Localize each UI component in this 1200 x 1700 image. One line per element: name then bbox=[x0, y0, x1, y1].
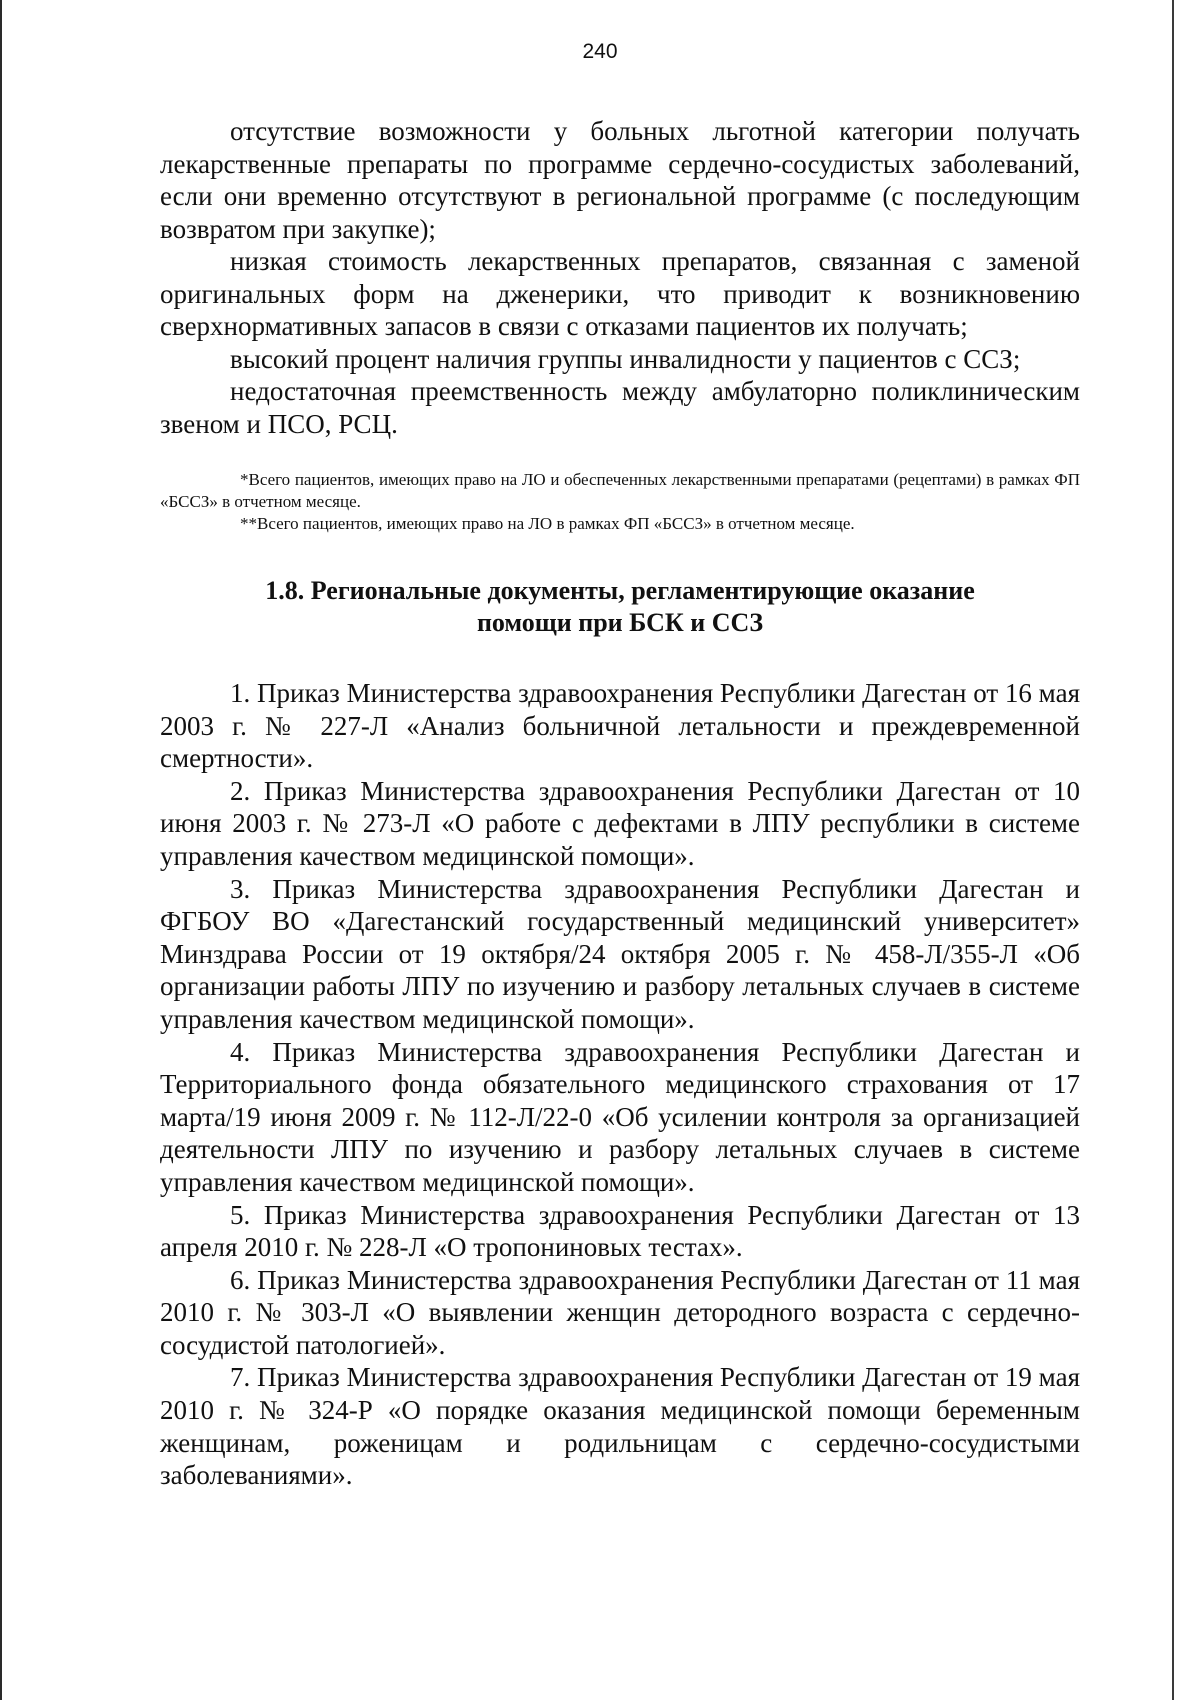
list-item: 6. Приказ Министерства здравоохранения Республики Дагестан от 11 мая 2010 г. № 303-Л «О выявлении женщин детородного возраста с сердечно-сосудистой патологией». bbox=[160, 1264, 1080, 1360]
intro-paragraph: недостаточная преемственность между амбулаторно поликлиническим звеном и ПСО, РСЦ. bbox=[160, 376, 1080, 439]
footnotes bbox=[160, 469, 1080, 535]
intro-paragraph: высокий процент наличия группы инвалидности у пациентов с ССЗ; bbox=[230, 343, 1021, 374]
intro-paragraph: отсутствие возможности у больных льготной категории получать лекарственные препараты по программе сердечно-сосудистых заболеваний, если они временно отсутствуют в региональной программе (с последующим возвратом при закупке); bbox=[160, 116, 1080, 244]
footnote: **Всего пациентов, имеющих право на ЛО в рамках ФП «БССЗ» в отчетном месяце. bbox=[240, 514, 855, 533]
intro-paragraph: низкая стоимость лекарственных препаратов, связанная с заменой оригинальных форм на дженерики, что приводит к возникновению сверхнормативных запасов в связи с отказами пациентов их получать; bbox=[160, 246, 1080, 341]
documents-list bbox=[160, 677, 1080, 1492]
list-item: 5. Приказ Министерства здравоохранения Республики Дагестан от 13 апреля 2010 г. № 228-Л «О тропониновых тестах». bbox=[160, 1199, 1080, 1263]
list-item: 4. Приказ Министерства здравоохранения Республики Дагестан и Территориального фонда обязательного медицинского страхования от 17 марта/19 июня 2009 г. № 112-Л/22-0 «Об усилении контроля за организацией деятельности ЛПУ по изучению и разбору летальных случаев в системе управления качеством медицинской помощи». bbox=[160, 1036, 1080, 1197]
scan-border-left bbox=[0, 0, 2, 1700]
scan-border-right bbox=[1172, 0, 1174, 1700]
list-item: 1. Приказ Министерства здравоохранения Республики Дагестан от 16 мая 2003 г. № 227-Л «Анализ больничной летальности и преждевременной смертности». bbox=[160, 678, 1080, 774]
list-item: 2. Приказ Министерства здравоохранения Республики Дагестан от 10 июня 2003 г. № 273-Л «О работе с дефектами в ЛПУ республики в системе управления качеством медицинской помощи». bbox=[160, 775, 1080, 871]
section-heading: 1.8. Региональные документы, регламентирующие оказание помощи при БСК и ССЗ bbox=[265, 576, 975, 637]
list-item: 7. Приказ Министерства здравоохранения Республики Дагестан от 19 мая 2010 г. № 324-Р «О порядке оказания медицинской помощи беременным женщинам, роженицам и родильницам с сердечно-сосудистыми заболеваниями». bbox=[160, 1362, 1080, 1491]
page-number: 240 bbox=[582, 40, 618, 63]
list-item: 3. Приказ Министерства здравоохранения Республики Дагестан и ФГБОУ ВО «Дагестанский государственный медицинский университет» Минздрава России от 19 октября/24 октября 2005 г. № 458-Л/355-Л «Об организации работы ЛПУ по изучению и разбору летальных случаев в системе управления качеством медицинской помощи». bbox=[160, 873, 1080, 1034]
document-body bbox=[160, 115, 1080, 1492]
footnote: *Всего пациентов, имеющих право на ЛО и обеспеченных лекарственными препаратами (рецептами) в рамках ФП «БССЗ» в отчетном месяце. bbox=[160, 470, 1080, 511]
